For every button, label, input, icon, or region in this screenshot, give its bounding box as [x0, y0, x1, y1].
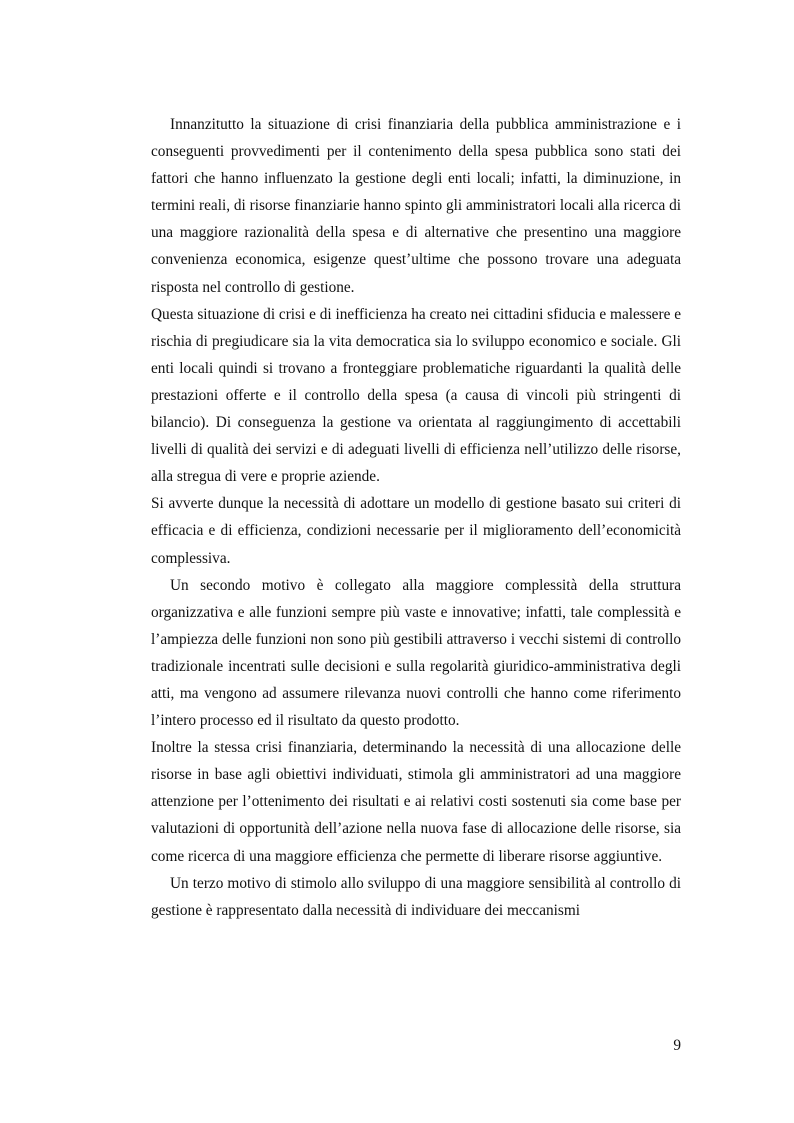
- page-body: [151, 111, 681, 924]
- paragraph-citizen-distrust: Questa situazione di crisi e di inefficienza ha creato nei cittadini sfiducia e malessere e rischia di pregiudicare sia la vita democratica sia lo sviluppo economico e sociale. Gli enti locali quindi si trovano a fronteggiare problematiche riguardanti la qualità delle prestazioni offerte e il controllo della spesa (a causa di vincoli più stringenti di bilancio). Di conseguenza la gestione va orientata al raggiungimento di accettabili livelli di qualità dei servizi e di adeguati livelli di efficienza nell’utilizzo delle risorse, alla stregua di vere e proprie aziende.: [151, 305, 681, 486]
- paragraph-financial-crisis: Innanzitutto la situazione di crisi finanziaria della pubblica amministrazione e i conseguenti provvedimenti per il contenimento della spesa pubblica sono stati dei fattori che hanno influenzato la gestione degli enti locali; infatti, la diminuzione, in termini reali, di risorse finanziarie hanno spinto gli amministratori locali alla ricerca di una maggiore razionalità della spesa e di alternative che presentino una maggiore convenienza economica, esigenze quest’ultime che possono trovare una adeguata risposta nel controllo di gestione.: [151, 116, 681, 296]
- page-number: 9: [673, 1037, 681, 1054]
- paragraph-third-motive: Un terzo motivo di stimolo allo sviluppo di una maggiore sensibilità al controllo di gestione è rappresentato dalla necessità di individuare dei meccanismi: [151, 874, 681, 919]
- paragraph-resource-allocation: Inoltre la stessa crisi finanziaria, determinando la necessità di una allocazione delle risorse in base agli obiettivi individuati, stimola gli amministratori ad una maggiore attenzione per l’ottenimento dei risultati e ai relativi costi sostenuti sia come base per valutazioni di opportunità dell’azione nella nuova fase di allocazione delle risorse, sia come ricerca di una maggiore efficienza che permette di liberare risorse aggiuntive.: [151, 739, 681, 865]
- paragraph-management-model: Si avverte dunque la necessità di adottare un modello di gestione basato sui criteri di efficacia e di efficienza, condizioni necessarie per il miglioramento dell’economicità complessiva.: [151, 495, 681, 567]
- paragraph-second-motive: Un secondo motivo è collegato alla maggiore complessità della struttura organizzativa e alle funzioni sempre più vaste e innovative; infatti, tale complessità e l’ampiezza delle funzioni non sono più gestibili attraverso i vecchi sistemi di controllo tradizionale incentrati sulle decisioni e sulla regolarità giuridico-amministrativa degli atti, ma vengono ad assumere rilevanza nuovi controlli che hanno come riferimento l’intero processo ed il risultato da questo prodotto.: [151, 576, 681, 730]
